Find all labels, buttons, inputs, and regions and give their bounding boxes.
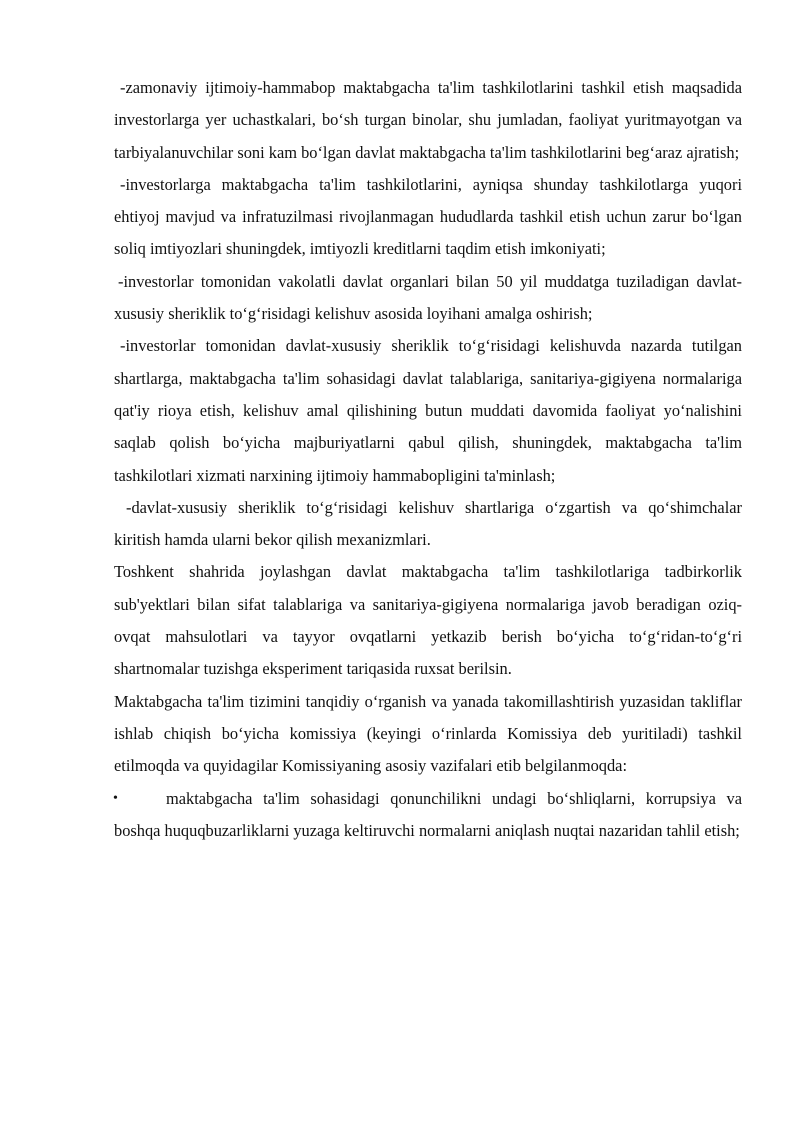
paragraph-investor-obligations: -investorlar tomonidan davlat-xususiy sheriklik to‘g‘risidagi kelishuvda nazarda tutilgan shartlarga, maktabgacha ta'lim sohasidagi davlat talablariga, sanitariya-gigiyena normalariga qat'iy rioya etish, kelishuv amal qilishining butun muddati davomida faoliyat yo‘nalishini saqlab qolish bo‘yicha majburiyatlarni qabul qilish, shuningdek, maktabgacha ta'lim tashkilotlari xizmati narxining ijtimoiy hammabopligini ta'minlash; bbox=[114, 336, 742, 485]
document-page bbox=[114, 72, 742, 847]
paragraph-land-allocation: -zamonaviy ijtimoiy-hammabop maktabgacha ta'lim tashkilotlarini tashkil etish maqsadida investorlarga yer uchastkalari, bo‘sh turgan binolar, shu jumladan, faoliyat yuritmayotgan va tarbiyalanuvchilar soni kam bo‘lgan davlat maktabgacha ta'lim tashkilotlarini beg‘araz ajratish; bbox=[114, 78, 742, 162]
paragraph-tashkent-contracts: Toshkent shahrida joylashgan davlat maktabgacha ta'lim tashkilotlariga tadbirkorlik sub'yektlari bilan sifat talablariga va sanitariya-gigiyena normalariga javob beradigan oziq-ovqat mahsulotlari va tayyor ovqatlarni yetkazib berish bo‘yicha to‘g‘ridan-to‘g‘ri shartnomalar tuzishga eksperiment tariqasida ruxsat berilsin. bbox=[114, 562, 742, 679]
paragraph-tax-benefits: -investorlarga maktabgacha ta'lim tashkilotlarini, ayniqsa shunday tashkilotlarga yuqori ehtiyoj mavjud va infratuzilmasi rivojlanmagan hududlarda tashkil etish uchun zarur bo‘lgan soliq imtiyozlari shuningdek, imtiyozli kreditlarni taqdim etish imkoniyati; bbox=[114, 174, 742, 259]
list-item bbox=[114, 783, 742, 848]
paragraph-ppp-agreement: -investorlar tomonidan vakolatli davlat organlari bilan 50 yil muddatga tuziladigan davlat-xususiy sheriklik to‘g‘risidagi kelishuv asosida loyihani amalga oshirish; bbox=[114, 271, 742, 324]
list-item-text: maktabgacha ta'lim sohasidagi qonunchilikni undagi bo‘shliqlarni, korrupsiya va boshqa huquqbuzarliklarni yuzaga keltiruvchi normalarni aniqlash nuqtai nazaridan tahlil etish; bbox=[114, 788, 742, 840]
paragraph-amendment-mechanisms: -davlat-xususiy sheriklik to‘g‘risidagi kelishuv shartlariga o‘zgartish va qo‘shimchalar kiritish hamda ularni bekor qilish mexanizmlari. bbox=[114, 497, 742, 550]
paragraph-commission: Maktabgacha ta'lim tizimini tanqidiy o‘rganish va yanada takomillashtirish yuzasidan takliflar ishlab chiqish bo‘yicha komissiya (keyingi o‘rinlarda Komissiya deb yuritiladi) tashkil etilmoqda va quyidagilar Komissiyaning asosiy vazifalari etib belgilanmoqda: bbox=[114, 691, 742, 776]
bullet-icon: • bbox=[113, 790, 118, 806]
